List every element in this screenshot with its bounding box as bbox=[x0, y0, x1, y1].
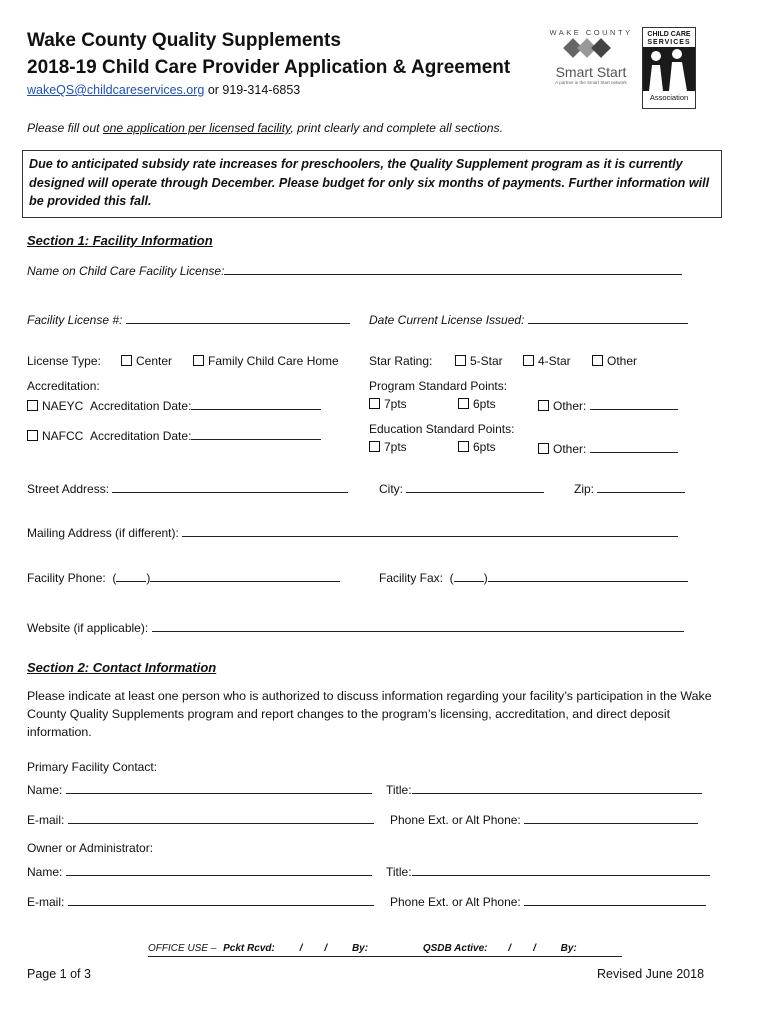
program-points-label: Program Standard Points: bbox=[369, 379, 508, 393]
program-6pts[interactable] bbox=[458, 397, 496, 411]
instructions bbox=[27, 121, 503, 135]
city-row bbox=[379, 480, 544, 496]
ccsa-line3: Association bbox=[649, 93, 689, 102]
primary-phone-row bbox=[390, 811, 698, 827]
email-link[interactable]: wakeQS@childcareservices.org bbox=[27, 83, 205, 97]
primary-contact-label: Primary Facility Contact: bbox=[27, 760, 158, 774]
section1-heading: Section 1: Facility Information bbox=[27, 233, 213, 248]
fax-area-field[interactable] bbox=[454, 569, 484, 582]
owner-email-row bbox=[27, 893, 374, 909]
fax-field[interactable] bbox=[488, 569, 688, 582]
ccsa-line1: CHILD CARE bbox=[647, 31, 691, 38]
logo-main-text: Smart Start bbox=[555, 64, 627, 80]
nafcc-row bbox=[27, 427, 321, 443]
date-issued-row bbox=[369, 311, 688, 327]
phone-label: Facility Phone: bbox=[27, 571, 106, 585]
checkbox-icon[interactable] bbox=[458, 398, 469, 409]
education-other-label: Other: bbox=[553, 442, 587, 456]
primary-phone-field[interactable] bbox=[524, 811, 698, 824]
section2-heading: Section 2: Contact Information bbox=[27, 660, 217, 675]
education-other-field[interactable] bbox=[590, 440, 678, 453]
ccsa-line2: SERVICES bbox=[647, 39, 691, 46]
primary-email-label: E-mail: bbox=[27, 813, 65, 827]
education-6pts[interactable] bbox=[458, 440, 496, 454]
owner-name-label: Name: bbox=[27, 865, 63, 879]
city-field[interactable] bbox=[406, 480, 544, 493]
program-other-field[interactable] bbox=[590, 397, 678, 410]
checkbox-icon[interactable] bbox=[369, 441, 380, 452]
zip-label: Zip: bbox=[574, 482, 595, 496]
phone-field[interactable] bbox=[150, 569, 340, 582]
page-number: Page 1 of 3 bbox=[27, 967, 91, 981]
checkbox-icon[interactable] bbox=[538, 400, 549, 411]
center-label: Center bbox=[136, 354, 173, 368]
accreditation-label: Accreditation: bbox=[27, 379, 100, 393]
fax-row: Facility Fax: ( ) bbox=[379, 569, 688, 585]
city-label: City: bbox=[379, 482, 403, 496]
owner-phone-field[interactable] bbox=[524, 893, 706, 906]
owner-title-label: Title: bbox=[386, 865, 412, 879]
date-issued-label: Date Current License Issued: bbox=[369, 313, 525, 327]
license-number-row bbox=[27, 311, 350, 327]
qsdb-active-label: QSDB Active: bbox=[422, 943, 488, 954]
owner-email-field[interactable] bbox=[68, 893, 374, 906]
mailing-field[interactable] bbox=[182, 524, 678, 537]
program-7pts-label: 7pts bbox=[384, 397, 407, 411]
license-number-label: Facility License #: bbox=[27, 313, 123, 327]
revised-date: Revised June 2018 bbox=[597, 967, 705, 981]
phone-area-field[interactable] bbox=[116, 569, 146, 582]
zip-row bbox=[574, 480, 685, 496]
star-4[interactable] bbox=[523, 354, 571, 368]
section2-paragraph: Please indicate at least one person who is authorized to discuss information regarding your facility’s participation in the Wake County Quality Supplements program and report changes to the program’s licensing, accreditation, and direct deposit information. bbox=[27, 689, 712, 739]
education-points-label: Education Standard Points: bbox=[369, 422, 515, 436]
contact-line bbox=[27, 83, 300, 97]
mailing-label: Mailing Address (if different): bbox=[27, 526, 179, 540]
office-use-label: OFFICE USE – bbox=[148, 943, 217, 954]
license-type-family[interactable] bbox=[193, 354, 339, 368]
checkbox-icon[interactable] bbox=[592, 355, 603, 366]
checkbox-icon[interactable] bbox=[27, 400, 38, 411]
checkbox-icon[interactable] bbox=[369, 398, 380, 409]
primary-name-field[interactable] bbox=[66, 781, 372, 794]
owner-email-label: E-mail: bbox=[27, 895, 65, 909]
program-6pts-label: 6pts bbox=[473, 397, 496, 411]
website-field[interactable] bbox=[152, 619, 684, 632]
packet-received-label: Pckt Rcvd: bbox=[223, 943, 275, 954]
primary-title-row bbox=[386, 781, 702, 797]
instructions-underlined: one application per licensed facility bbox=[102, 121, 291, 135]
star-5-label: 5-Star bbox=[470, 354, 503, 368]
nafcc-date-field[interactable] bbox=[191, 427, 321, 440]
naeyc-date-field[interactable] bbox=[191, 397, 321, 410]
family-home-label: Family Child Care Home bbox=[208, 354, 339, 368]
office-use-strip: OFFICE USE – Pckt Rcvd: / / By: QSDB Active: / / By: bbox=[148, 943, 622, 957]
owner-title-field[interactable] bbox=[412, 863, 710, 876]
primary-phone-label: Phone Ext. or Alt Phone: bbox=[390, 813, 521, 827]
puzzle-icon bbox=[548, 37, 634, 63]
mailing-row bbox=[27, 524, 678, 540]
license-type-center[interactable] bbox=[121, 354, 172, 368]
checkbox-icon[interactable] bbox=[193, 355, 204, 366]
primary-title-field[interactable] bbox=[412, 781, 702, 794]
street-row bbox=[27, 480, 348, 496]
facility-name-row bbox=[27, 262, 682, 278]
naeyc-label: NAEYC bbox=[42, 399, 84, 413]
primary-email-field[interactable] bbox=[68, 811, 374, 824]
facility-name-label: Name on Child Care Facility License: bbox=[27, 264, 225, 278]
phone-number: or 919-314-6853 bbox=[204, 83, 301, 97]
primary-title-label: Title: bbox=[386, 783, 412, 797]
star-rating-label: Star Rating: bbox=[369, 354, 433, 368]
smart-start-logo bbox=[548, 28, 634, 104]
notice-box bbox=[22, 150, 722, 218]
program-7pts[interactable] bbox=[369, 397, 407, 411]
website-label: Website (if applicable): bbox=[27, 621, 149, 635]
document-subtitle: 2018-19 Child Care Provider Application & Agreement bbox=[27, 57, 511, 78]
facility-name-field[interactable] bbox=[224, 262, 682, 275]
education-6pts-label: 6pts bbox=[473, 440, 496, 454]
owner-label: Owner or Administrator: bbox=[27, 841, 154, 855]
checkbox-icon[interactable] bbox=[455, 355, 466, 366]
checkbox-icon[interactable] bbox=[27, 430, 38, 441]
website-row bbox=[27, 619, 684, 635]
received-by-label: By: bbox=[351, 943, 369, 954]
checkbox-icon[interactable] bbox=[538, 443, 549, 454]
zip-field[interactable] bbox=[597, 480, 685, 493]
ccsa-logo bbox=[642, 27, 696, 109]
phone-row: Facility Phone: ( ) bbox=[27, 569, 340, 585]
logo-top-text: WAKE COUNTY bbox=[549, 28, 633, 37]
primary-name-row bbox=[27, 781, 372, 797]
instructions-suffix: , print clearly and complete all sections. bbox=[290, 121, 504, 135]
education-other[interactable] bbox=[538, 440, 678, 456]
notice-text: Due to anticipated subsidy rate increases for preschoolers, the Quality Supplement program as it is currently designed will operate through December. Please budget for only six months of payments. Further information will be provided this fall. bbox=[29, 157, 710, 208]
education-7pts[interactable] bbox=[369, 440, 407, 454]
instructions-prefix: Please fill out bbox=[27, 121, 103, 135]
naeyc-row bbox=[27, 397, 321, 413]
date-issued-field[interactable] bbox=[528, 311, 688, 324]
owner-name-row bbox=[27, 863, 372, 879]
star-5[interactable] bbox=[455, 354, 503, 368]
checkbox-icon[interactable] bbox=[458, 441, 469, 452]
nafcc-label: NAFCC bbox=[42, 429, 84, 443]
active-by-label: By: bbox=[560, 943, 577, 954]
document-title: Wake County Quality Supplements bbox=[27, 30, 341, 51]
checkbox-icon[interactable] bbox=[121, 355, 132, 366]
family-figures-icon bbox=[643, 47, 695, 91]
license-number-field[interactable] bbox=[126, 311, 350, 324]
naeyc-date-label: Accreditation Date: bbox=[90, 399, 192, 413]
primary-email-row bbox=[27, 811, 374, 827]
street-label: Street Address: bbox=[27, 482, 110, 496]
program-other-label: Other: bbox=[553, 399, 587, 413]
owner-phone-label: Phone Ext. or Alt Phone: bbox=[390, 895, 521, 909]
education-7pts-label: 7pts bbox=[384, 440, 407, 454]
star-other-label: Other bbox=[607, 354, 638, 368]
logo-tag-text: A partner in the Smart Start network bbox=[555, 80, 627, 85]
program-other[interactable] bbox=[538, 397, 678, 413]
street-field[interactable] bbox=[112, 480, 348, 493]
fax-label: Facility Fax: bbox=[379, 571, 444, 585]
star-other[interactable] bbox=[592, 354, 637, 368]
nafcc-date-label: Accreditation Date: bbox=[90, 429, 192, 443]
owner-phone-row bbox=[390, 893, 706, 909]
owner-name-field[interactable] bbox=[66, 863, 372, 876]
owner-title-row bbox=[386, 863, 710, 879]
star-4-label: 4-Star bbox=[538, 354, 571, 368]
primary-name-label: Name: bbox=[27, 783, 63, 797]
checkbox-icon[interactable] bbox=[523, 355, 534, 366]
license-type-label: License Type: bbox=[27, 354, 101, 368]
